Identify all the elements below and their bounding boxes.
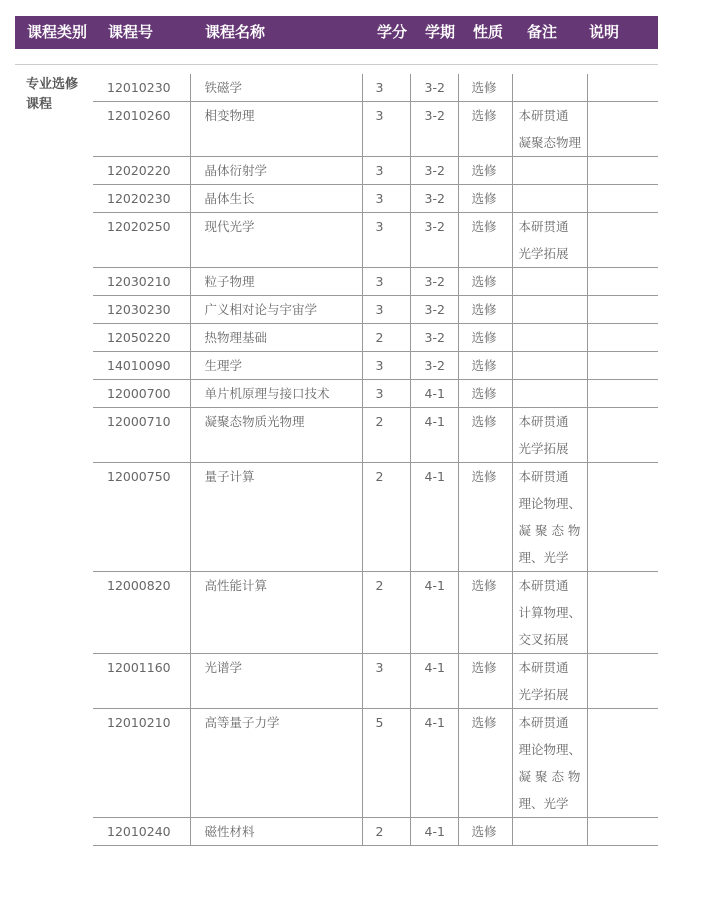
course-explain-cell bbox=[587, 324, 658, 352]
header-type: 性质 bbox=[473, 23, 504, 41]
course-code-cell: 12030230 bbox=[93, 296, 190, 324]
header-code: 课程号 bbox=[108, 23, 154, 41]
course-term-cell: 4-1 bbox=[410, 408, 458, 463]
course-remark-cell bbox=[512, 185, 587, 213]
course-code-cell: 12001160 bbox=[93, 654, 190, 709]
course-term-cell: 3-2 bbox=[410, 74, 458, 102]
course-type-cell: 选修 bbox=[458, 74, 512, 102]
table-row bbox=[93, 102, 658, 157]
course-remark-cell bbox=[512, 709, 587, 818]
course-term-cell: 3-2 bbox=[410, 268, 458, 296]
course-term-cell: 3-2 bbox=[410, 352, 458, 380]
course-remark-cell bbox=[512, 268, 587, 296]
course-credits-cell: 2 bbox=[362, 324, 410, 352]
course-explain-cell bbox=[587, 352, 658, 380]
remark-line: 光学拓展 bbox=[518, 246, 569, 261]
remark-line: 理、光学 bbox=[518, 796, 569, 811]
remark-line: 凝聚态物理 bbox=[518, 135, 582, 150]
remark-line: 理、光学 bbox=[518, 550, 569, 565]
table-row bbox=[93, 213, 658, 268]
remark-line: 光学拓展 bbox=[518, 441, 569, 456]
course-name-cell: 磁性材料 bbox=[190, 818, 362, 846]
course-table bbox=[93, 74, 658, 846]
table-row bbox=[93, 74, 658, 102]
course-credits-cell: 2 bbox=[362, 818, 410, 846]
course-credits-cell: 3 bbox=[362, 213, 410, 268]
course-type-cell: 选修 bbox=[458, 709, 512, 818]
course-code-cell: 12010210 bbox=[93, 709, 190, 818]
course-explain-cell bbox=[587, 572, 658, 654]
course-remark-cell bbox=[512, 818, 587, 846]
remark-line: 本研贯通 bbox=[518, 469, 569, 484]
course-type-cell: 选修 bbox=[458, 408, 512, 463]
course-explain-cell bbox=[587, 654, 658, 709]
course-term-cell: 4-1 bbox=[410, 818, 458, 846]
header-term: 学期 bbox=[425, 23, 456, 41]
course-credits-cell: 3 bbox=[362, 185, 410, 213]
table-row bbox=[93, 572, 658, 654]
course-code-cell: 12010230 bbox=[93, 74, 190, 102]
course-credits-cell: 3 bbox=[362, 157, 410, 185]
course-type-cell: 选修 bbox=[458, 102, 512, 157]
course-name-cell: 高等量子力学 bbox=[190, 709, 362, 818]
course-credits-cell: 3 bbox=[362, 654, 410, 709]
course-name-cell: 单片机原理与接口技术 bbox=[190, 380, 362, 408]
course-remark-cell bbox=[512, 74, 587, 102]
table-row bbox=[93, 380, 658, 408]
course-type-cell: 选修 bbox=[458, 572, 512, 654]
course-type-cell: 选修 bbox=[458, 185, 512, 213]
table-row bbox=[93, 352, 658, 380]
remark-line: 本研贯通 bbox=[518, 660, 569, 675]
table-row bbox=[93, 185, 658, 213]
course-remark-cell bbox=[512, 213, 587, 268]
table-row bbox=[93, 818, 658, 846]
course-code-cell: 12020220 bbox=[93, 157, 190, 185]
course-credits-cell: 5 bbox=[362, 709, 410, 818]
course-name-cell: 粒子物理 bbox=[190, 268, 362, 296]
course-name-cell: 现代光学 bbox=[190, 213, 362, 268]
table-row bbox=[93, 408, 658, 463]
table-row bbox=[93, 268, 658, 296]
table-row bbox=[93, 324, 658, 352]
course-name-cell: 光谱学 bbox=[190, 654, 362, 709]
course-remark-cell bbox=[512, 324, 587, 352]
course-type-cell: 选修 bbox=[458, 654, 512, 709]
course-code-cell: 12020250 bbox=[93, 213, 190, 268]
table-row bbox=[93, 463, 658, 572]
remark-line: 本研贯通 bbox=[518, 108, 569, 123]
course-credits-cell: 3 bbox=[362, 268, 410, 296]
course-explain-cell bbox=[587, 157, 658, 185]
course-term-cell: 3-2 bbox=[410, 296, 458, 324]
course-term-cell: 3-2 bbox=[410, 324, 458, 352]
course-code-cell: 12010260 bbox=[93, 102, 190, 157]
course-explain-cell bbox=[587, 268, 658, 296]
course-credits-cell: 2 bbox=[362, 463, 410, 572]
course-code-cell: 12030210 bbox=[93, 268, 190, 296]
remark-line: 交叉拓展 bbox=[518, 632, 569, 647]
course-credits-cell: 3 bbox=[362, 74, 410, 102]
course-table-body bbox=[93, 74, 658, 846]
course-type-cell: 选修 bbox=[458, 324, 512, 352]
course-type-cell: 选修 bbox=[458, 296, 512, 324]
course-remark-cell bbox=[512, 463, 587, 572]
course-type-cell: 选修 bbox=[458, 157, 512, 185]
course-term-cell: 4-1 bbox=[410, 654, 458, 709]
category-label-line2: 课程 bbox=[26, 97, 53, 112]
course-explain-cell bbox=[587, 213, 658, 268]
course-code-cell: 12050220 bbox=[93, 324, 190, 352]
course-explain-cell bbox=[587, 296, 658, 324]
course-code-cell: 12010240 bbox=[93, 818, 190, 846]
remark-line: 本研贯通 bbox=[518, 219, 569, 234]
table-row bbox=[93, 654, 658, 709]
course-code-cell: 12000820 bbox=[93, 572, 190, 654]
remark-line: 凝 聚 态 物 bbox=[518, 769, 581, 784]
course-name-cell: 广义相对论与宇宙学 bbox=[190, 296, 362, 324]
course-term-cell: 3-2 bbox=[410, 157, 458, 185]
remark-line: 凝 聚 态 物 bbox=[518, 523, 581, 538]
course-code-cell: 12000700 bbox=[93, 380, 190, 408]
course-explain-cell bbox=[587, 818, 658, 846]
course-explain-cell bbox=[587, 74, 658, 102]
course-name-cell: 凝聚态物质光物理 bbox=[190, 408, 362, 463]
course-term-cell: 4-1 bbox=[410, 572, 458, 654]
remark-line: 本研贯通 bbox=[518, 715, 569, 730]
course-credits-cell: 2 bbox=[362, 408, 410, 463]
course-remark-cell bbox=[512, 380, 587, 408]
course-name-cell: 晶体衍射学 bbox=[190, 157, 362, 185]
header-explain: 说明 bbox=[589, 23, 620, 41]
course-name-cell: 铁磁学 bbox=[190, 74, 362, 102]
course-type-cell: 选修 bbox=[458, 352, 512, 380]
category-label bbox=[26, 75, 86, 115]
remark-line: 理论物理、 bbox=[518, 496, 582, 511]
course-remark-cell bbox=[512, 352, 587, 380]
course-code-cell: 12020230 bbox=[93, 185, 190, 213]
header-credits: 学分 bbox=[377, 23, 408, 41]
course-remark-cell bbox=[512, 296, 587, 324]
course-name-cell: 量子计算 bbox=[190, 463, 362, 572]
course-name-cell: 热物理基础 bbox=[190, 324, 362, 352]
course-term-cell: 4-1 bbox=[410, 709, 458, 818]
course-code-cell: 14010090 bbox=[93, 352, 190, 380]
table-header bbox=[15, 16, 658, 49]
course-term-cell: 4-1 bbox=[410, 380, 458, 408]
course-credits-cell: 3 bbox=[362, 102, 410, 157]
course-type-cell: 选修 bbox=[458, 380, 512, 408]
course-code-cell: 12000750 bbox=[93, 463, 190, 572]
header-category: 课程类别 bbox=[27, 23, 88, 41]
course-name-cell: 高性能计算 bbox=[190, 572, 362, 654]
course-term-cell: 3-2 bbox=[410, 213, 458, 268]
course-name-cell: 生理学 bbox=[190, 352, 362, 380]
table-row bbox=[93, 296, 658, 324]
remark-line: 光学拓展 bbox=[518, 687, 569, 702]
course-explain-cell bbox=[587, 463, 658, 572]
course-remark-cell bbox=[512, 102, 587, 157]
course-code-cell: 12000710 bbox=[93, 408, 190, 463]
course-credits-cell: 3 bbox=[362, 296, 410, 324]
remark-line: 本研贯通 bbox=[518, 414, 569, 429]
course-credits-cell: 3 bbox=[362, 380, 410, 408]
course-credits-cell: 3 bbox=[362, 352, 410, 380]
course-remark-cell bbox=[512, 654, 587, 709]
course-type-cell: 选修 bbox=[458, 818, 512, 846]
course-remark-cell bbox=[512, 408, 587, 463]
course-type-cell: 选修 bbox=[458, 268, 512, 296]
course-term-cell: 3-2 bbox=[410, 185, 458, 213]
course-name-cell: 晶体生长 bbox=[190, 185, 362, 213]
remark-line: 本研贯通 bbox=[518, 578, 569, 593]
course-type-cell: 选修 bbox=[458, 463, 512, 572]
course-explain-cell bbox=[587, 408, 658, 463]
course-explain-cell bbox=[587, 709, 658, 818]
remark-line: 理论物理、 bbox=[518, 742, 582, 757]
course-term-cell: 3-2 bbox=[410, 102, 458, 157]
course-type-cell: 选修 bbox=[458, 213, 512, 268]
table-row bbox=[93, 157, 658, 185]
category-label-line1: 专业选修 bbox=[26, 77, 79, 92]
course-explain-cell bbox=[587, 102, 658, 157]
course-remark-cell bbox=[512, 572, 587, 654]
header-remark: 备注 bbox=[527, 23, 558, 41]
course-remark-cell bbox=[512, 157, 587, 185]
header-divider bbox=[15, 64, 658, 65]
header-name: 课程名称 bbox=[205, 23, 266, 41]
course-explain-cell bbox=[587, 380, 658, 408]
table-row bbox=[93, 709, 658, 818]
remark-line: 计算物理、 bbox=[518, 605, 582, 620]
course-name-cell: 相变物理 bbox=[190, 102, 362, 157]
course-credits-cell: 2 bbox=[362, 572, 410, 654]
course-explain-cell bbox=[587, 185, 658, 213]
course-term-cell: 4-1 bbox=[410, 463, 458, 572]
